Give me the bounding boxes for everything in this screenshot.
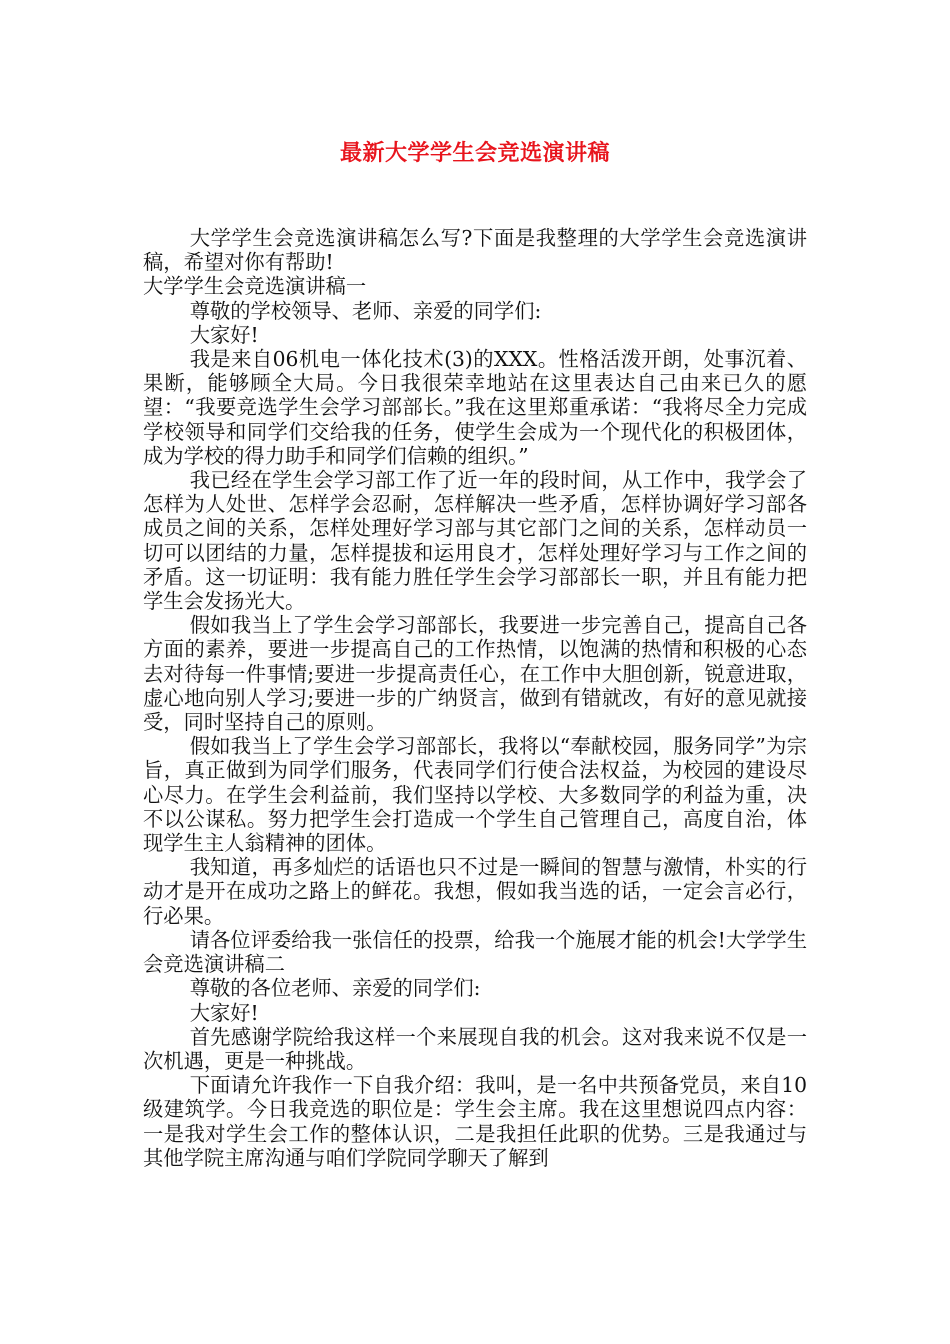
paragraph-plan-2: 假如我当上了学生会学习部部长，我将以“奉献校园，服务同学”为宗旨，真正做到为同学们服务，代表同学们行使合法权益，为校园的建设尽心尽力。在学生会利益前，我们坚持以学校、大多数同学的利益为重，决不以公谋私。努力把学生会打造成一个学生自己管理自己，高度自治，体现学生主人翁精神的团体。 — [143, 734, 807, 856]
paragraph-self-intro-1: 我是来自06机电一体化技术(3)的XXX。性格活泼开朗，处事沉着、果断，能够顾全大局。今日我很荣幸地站在这里表达自己由来已久的愿望：“我要竞选学生会学习部部长。”我在这里郑重承诺：“我将尽全力完成学校领导和同学们交给我的任务，使学生会成为一个现代化的积极团体，成为学校的得力助手和同学们信赖的组织。” — [143, 347, 807, 468]
document-body — [143, 226, 807, 1170]
paragraph-thanks: 首先感谢学院给我这样一个来展现自我的机会。这对我来说不仅是一次机遇，更是一种挑战。 — [143, 1024, 807, 1073]
paragraph-greeting-2: 大家好! — [189, 1000, 259, 1025]
paragraph-salutation-1: 尊敬的学校领导、老师、亲爱的同学们: — [189, 298, 542, 323]
paragraph-self-intro-2: 下面请允许我作一下自我介绍：我叫，是一名中共预备党员，来自10级建筑学。今日我竞选的职位是：学生会主席。我在这里想说四点内容：一是我对学生会工作的整体认识，二是我担任此职的优势。三是我通过与其他学院主席沟通与咱们学院同学聊天了解到 — [143, 1073, 807, 1170]
paragraph-plan-1: 假如我当上了学生会学习部部长，我要进一步完善自己，提高自己各方面的素养，要进一步提高自己的工作热情，以饱满的热情和积极的心态去对待每一件事情;要进一步提高责任心，在工作中大胆创新，锐意进取，虚心地向别人学习;要进一步的广纳贤言，做到有错就改，有好的意见就接受，同时坚持自己的原则。 — [143, 613, 807, 735]
paragraph-closing-1: 我知道，再多灿烂的话语也只不过是一瞬间的智慧与激情，朴实的行动才是开在成功之路上的鲜花。我想，假如我当选的话，一定会言必行，行必果。 — [143, 855, 807, 928]
paragraph-vote-request: 请各位评委给我一张信任的投票，给我一个施展才能的机会!大学学生会竞选演讲稿二 — [143, 927, 807, 977]
paragraph-salutation-2: 尊敬的各位老师、亲爱的同学们: — [189, 976, 481, 1001]
paragraph-intro: 大学学生会竞选演讲稿怎么写?下面是我整理的大学学生会竞选演讲稿，希望对你有帮助! — [143, 226, 807, 275]
paragraph-experience: 我已经在学生会学习部工作了近一年的段时间，从工作中，我学会了怎样为人处世、怎样学会忍耐，怎样解决一些矛盾，怎样协调好学习部各成员之间的关系，怎样处理好学习部与其它部门之间的关系，怎样动员一切可以团结的力量，怎样提拔和运用良才，怎样处理好学习与工作之间的矛盾。这一切证明：我有能力胜任学生会学习部部长一职，并且有能力把学生会发扬光大。 — [143, 468, 807, 614]
paragraph-greeting-1: 大家好! — [189, 322, 259, 347]
section-heading-1: 大学学生会竞选演讲稿一 — [143, 274, 367, 299]
document-title: 最新大学学生会竞选演讲稿 — [339, 141, 610, 166]
